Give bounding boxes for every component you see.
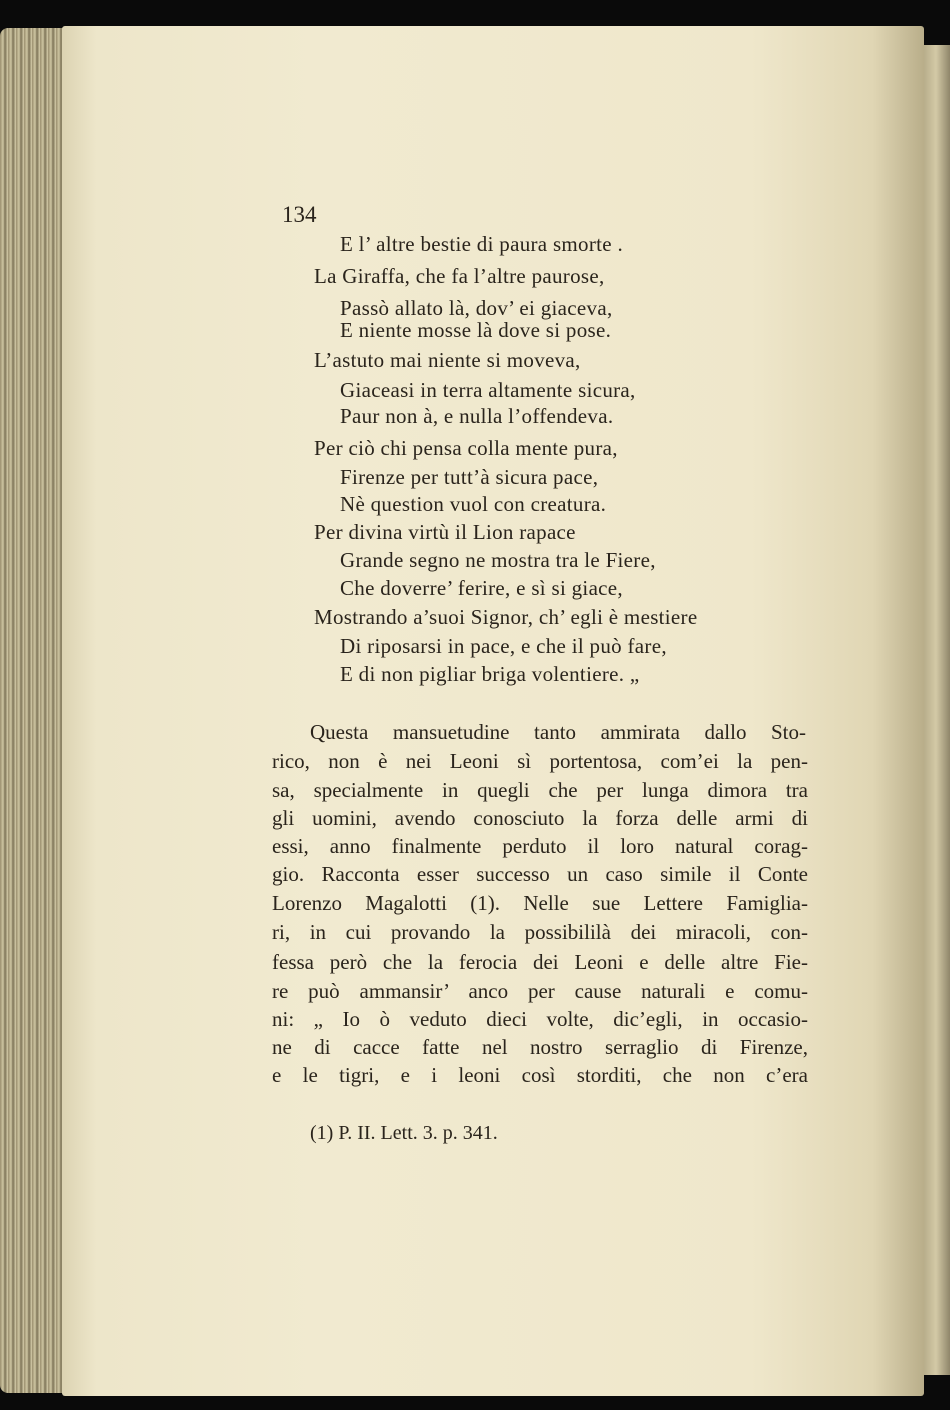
verse-line: Per divina virtù il Lion rapace (314, 520, 576, 544)
verse-line: Per ciò chi pensa colla mente pura, (314, 436, 618, 460)
prose-line: ri, in cui provando la possibililà dei miracoli, con- (272, 920, 808, 944)
prose-line: ne di cacce fatte nel nostro serraglio di Firenze, (272, 1035, 808, 1059)
footnote: (1) P. II. Lett. 3. p. 341. (310, 1122, 498, 1144)
page-number: 134 (282, 202, 317, 227)
prose-line: sa, specialmente in quegli che per lunga dimora tra (272, 778, 808, 802)
prose-line: ni: „ Io ò veduto dieci volte, dic’egli, in occasio- (272, 1007, 808, 1031)
verse-line: E niente mosse là dove si pose. (340, 318, 612, 342)
prose-line: gio. Racconta esser successo un caso simile il Conte (272, 862, 808, 886)
verse-line: L’astuto mai niente si moveva, (314, 348, 581, 372)
verse-line: Grande segno ne mostra tra le Fiere, (340, 548, 656, 572)
prose-line: gli uomini, avendo conosciuto la forza delle armi di (272, 806, 808, 830)
prose-line: Questa mansuetudine tanto ammirata dallo Sto- (310, 720, 806, 744)
prose-line: essi, anno finalmente perduto il loro natural corag- (272, 834, 808, 858)
verse-line: Che doverre’ ferire, e sì si giace, (340, 576, 623, 600)
verse-line: Firenze per tutt’à sicura pace, (340, 465, 599, 489)
prose-line: fessa però che la ferocia dei Leoni e delle altre Fie- (272, 950, 808, 974)
prose-line: rico, non è nei Leoni sì portentosa, com’ei la pen- (272, 749, 808, 773)
prose-line: re può ammansir’ anco per cause naturali e comu- (272, 979, 808, 1003)
verse-line: Di riposarsi in pace, e che il può fare, (340, 634, 667, 658)
verse-line: Mostrando a’suoi Signor, ch’ egli è mestiere (314, 605, 698, 629)
verse-line: Paur non à, e nulla l’offendeva. (340, 404, 614, 428)
verse-line: E l’ altre bestie di paura smorte . (340, 232, 624, 256)
book-page-edges (0, 28, 70, 1393)
verse-line: Nè question vuol con creatura. (340, 492, 607, 516)
verse-line: La Giraffa, che fa l’altre paurose, (314, 264, 605, 288)
verse-line: Giaceasi in terra altamente sicura, (340, 378, 636, 402)
prose-line: e le tigri, e i leoni così storditi, che non c’era (272, 1063, 808, 1087)
prose-line: Lorenzo Magalotti (1). Nelle sue Lettere Famiglia- (272, 891, 808, 915)
verse-line: Passò allato là, dov’ ei giaceva, (340, 296, 613, 320)
verse-line: E di non pigliar briga volentiere. „ (340, 662, 640, 686)
